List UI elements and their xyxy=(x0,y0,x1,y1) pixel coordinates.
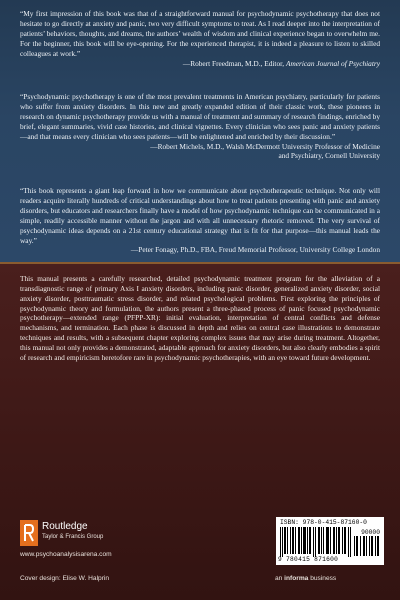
publisher-name: Routledge xyxy=(42,521,88,532)
quote-attribution xyxy=(20,142,380,152)
cover-design-credit: Cover design: Elise W. Halprin xyxy=(20,575,110,582)
praise-quote-fonagy xyxy=(20,186,380,255)
ean-barcode-bars xyxy=(280,527,352,557)
praise-quote-freedman xyxy=(20,9,380,68)
publisher-block xyxy=(20,520,160,560)
informa-prefix: an xyxy=(275,575,285,582)
barcode xyxy=(276,517,384,565)
praise-quote-michels xyxy=(20,92,380,161)
quote-attribution-line2: and Psychiatry, Cornell University xyxy=(278,151,380,161)
quote-attribution xyxy=(20,245,380,255)
publisher-url[interactable]: www.psychoanalysisarena.com xyxy=(20,551,112,558)
publisher-subtitle: Taylor & Francis Group xyxy=(42,534,104,540)
book-description: This manual presents a carefully researched, detailed psychodynamic treatment program for the alleviation of a transdiagnostic range of primary Axis I anxiety disorders, including panic disorder, generalized anxiety disorder, social anxiety disorder, posttraumatic stress disorder, and related psychological problems. First exploring the principles of psychodynamic theory and formulation, the authors present a three-phased process of panic focused psychodynamic psychotherapy—extended range (PFPP-XR): initial evaluation, interpretation of central conflicts and defense mechanisms, and termination. Each phase is discussed in depth and relies on central case illustrations to demonstrate techniques and results, with a subsequent chapter exploring complex issues that may arise during treatment. Altogether, this manual not only provides a demonstrated, adaptable approach for anxiety disorders, but also clearly embodies a spirit of research and empiricism heretofore rare in psychodynamic psychotherapies, with an eye toward future development. xyxy=(20,274,380,362)
quote-attribution xyxy=(20,59,380,69)
attribution-text: —Robert Michels, M.D., Walsh McDermott University Professor of Medicine xyxy=(150,141,380,151)
price-code: 90000 xyxy=(361,529,380,536)
quote-text: “Psychodynamic psychotherapy is one of the most prevalent treatments in American psychiatry, particularly for patients who suffer from anxiety disorders. In this new and greatly expanded edition of their classic work, these pioneers in research on dynamic psychotherapy provide us with a manual of treatment and summary of research findings, enriched by brief, elegant summaries, vivid case histories, and clinical vignettes. Every clinician who sees panic and anxiety patients—and that means every clinician who sees patients—will be enlightened and enriched by their discussion.” xyxy=(20,92,380,141)
attribution-text: —Peter Fonagy, Ph.D., FBA, Freud Memorial Professor, University College London xyxy=(130,245,380,255)
attribution-journal: American Journal of Psychiatry xyxy=(285,58,380,68)
praise-section xyxy=(0,0,400,262)
quote-text: “My first impression of this book was that of a straightforward manual for psychodynamic psychotherapy that does not hesitate to go directly at anxiety and panic, two very difficult symptoms to treat. As I read deeper into the interpretation of patients’ behaviors, thoughts, and dreams, the authors’ wealth of wisdom and clinical experience began to overwhelm me. For the beginner, this book will be eye-opening. For the experienced therapist, it is indeed a pleasure to listen to skilled colleagues at work.” xyxy=(20,9,380,58)
quote-text: “This book represents a giant leap forward in how we communicate about psychotherapeutic technique. Not only will readers acquire literally hundreds of critical understandings about how to treat patients presenting with panic and anxiety disorders, but educators and researchers finally have a model of how psychodynamic technique can be communicated in a simple, readily accessible manner without the jargon and with all unnecessary rhetoric removed. The very survival of psychodynamic ideas depends on a 21st century educational strategy that is fit for that purpose—this manual leads the way.” xyxy=(20,186,380,245)
informa-brand: informa xyxy=(284,575,309,582)
routledge-logo-icon xyxy=(20,520,38,546)
informa-suffix: business xyxy=(308,575,337,582)
isbn-text: ISBN: 978-0-415-87160-0 xyxy=(280,519,367,526)
ean-digits: 9 780415 871600 xyxy=(278,556,339,563)
addon-barcode-bars xyxy=(354,536,380,556)
informa-business xyxy=(275,575,336,582)
attribution-text: —Robert Freedman, M.D., Editor, xyxy=(182,58,286,68)
